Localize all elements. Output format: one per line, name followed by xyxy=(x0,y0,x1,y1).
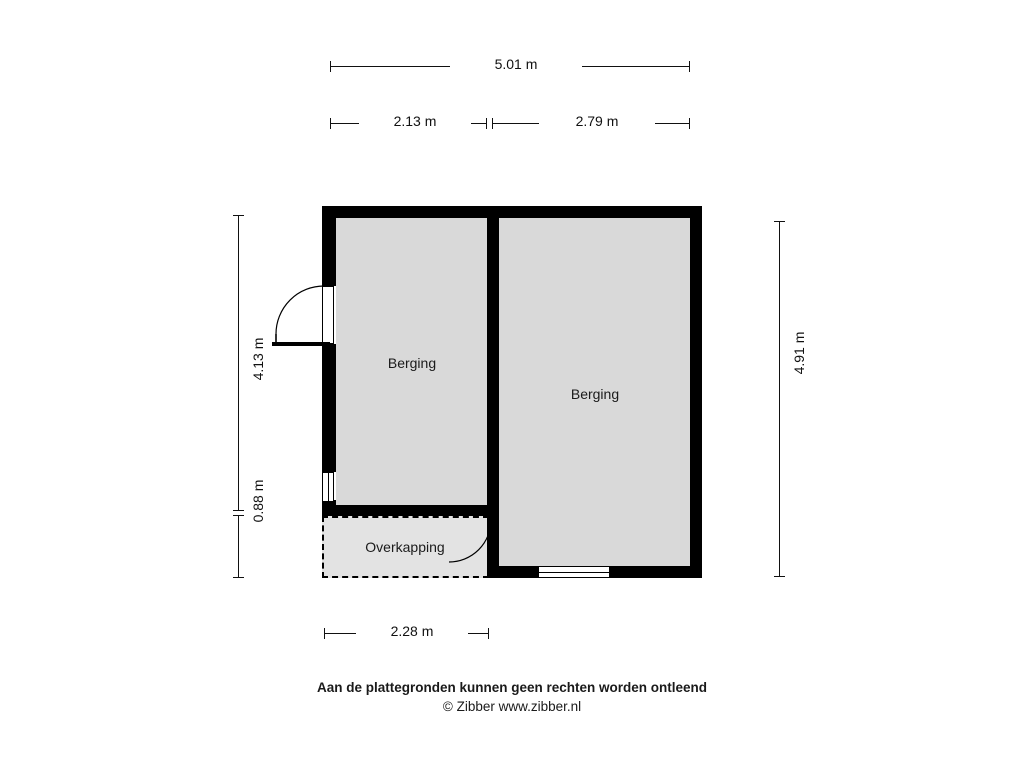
door-threshold-left xyxy=(272,342,330,346)
dimension-label-bottom: 2.28 m xyxy=(356,623,468,639)
wall-left-upper xyxy=(322,206,336,286)
dimension-label-left-lower: 0.88 m xyxy=(244,441,272,561)
dimension-label-top-total: 5.01 m xyxy=(450,56,582,72)
wall-right xyxy=(690,206,702,578)
window-left-wall xyxy=(322,472,334,502)
door-swing-arc-left xyxy=(272,282,334,348)
room-label-berging-right: Berging xyxy=(570,386,620,402)
dimension-label-right-total: 4.91 m xyxy=(785,293,813,413)
room-label-berging-left: Berging xyxy=(387,355,437,371)
room-label-overkapping: Overkapping xyxy=(365,539,445,555)
wall-left-middle xyxy=(322,344,336,472)
dimension-label-top-right: 2.79 m xyxy=(539,113,655,129)
wall-left-room-bottom xyxy=(322,505,496,516)
dimension-label-top-left: 2.13 m xyxy=(359,113,471,129)
dimension-line-left-upper xyxy=(238,215,239,511)
dimension-label-left-upper: 4.13 m xyxy=(244,299,272,419)
wall-top xyxy=(322,206,702,218)
door-jamb-overkapping xyxy=(489,516,496,566)
dimension-line-right-total xyxy=(779,221,780,577)
footer-copyright: © Zibber www.zibber.nl xyxy=(442,699,582,714)
window-bottom-wall xyxy=(538,566,610,578)
footer-disclaimer: Aan de plattegronden kunnen geen rechten worden ontleend xyxy=(316,680,708,695)
dimension-line-left-lower xyxy=(238,515,239,578)
